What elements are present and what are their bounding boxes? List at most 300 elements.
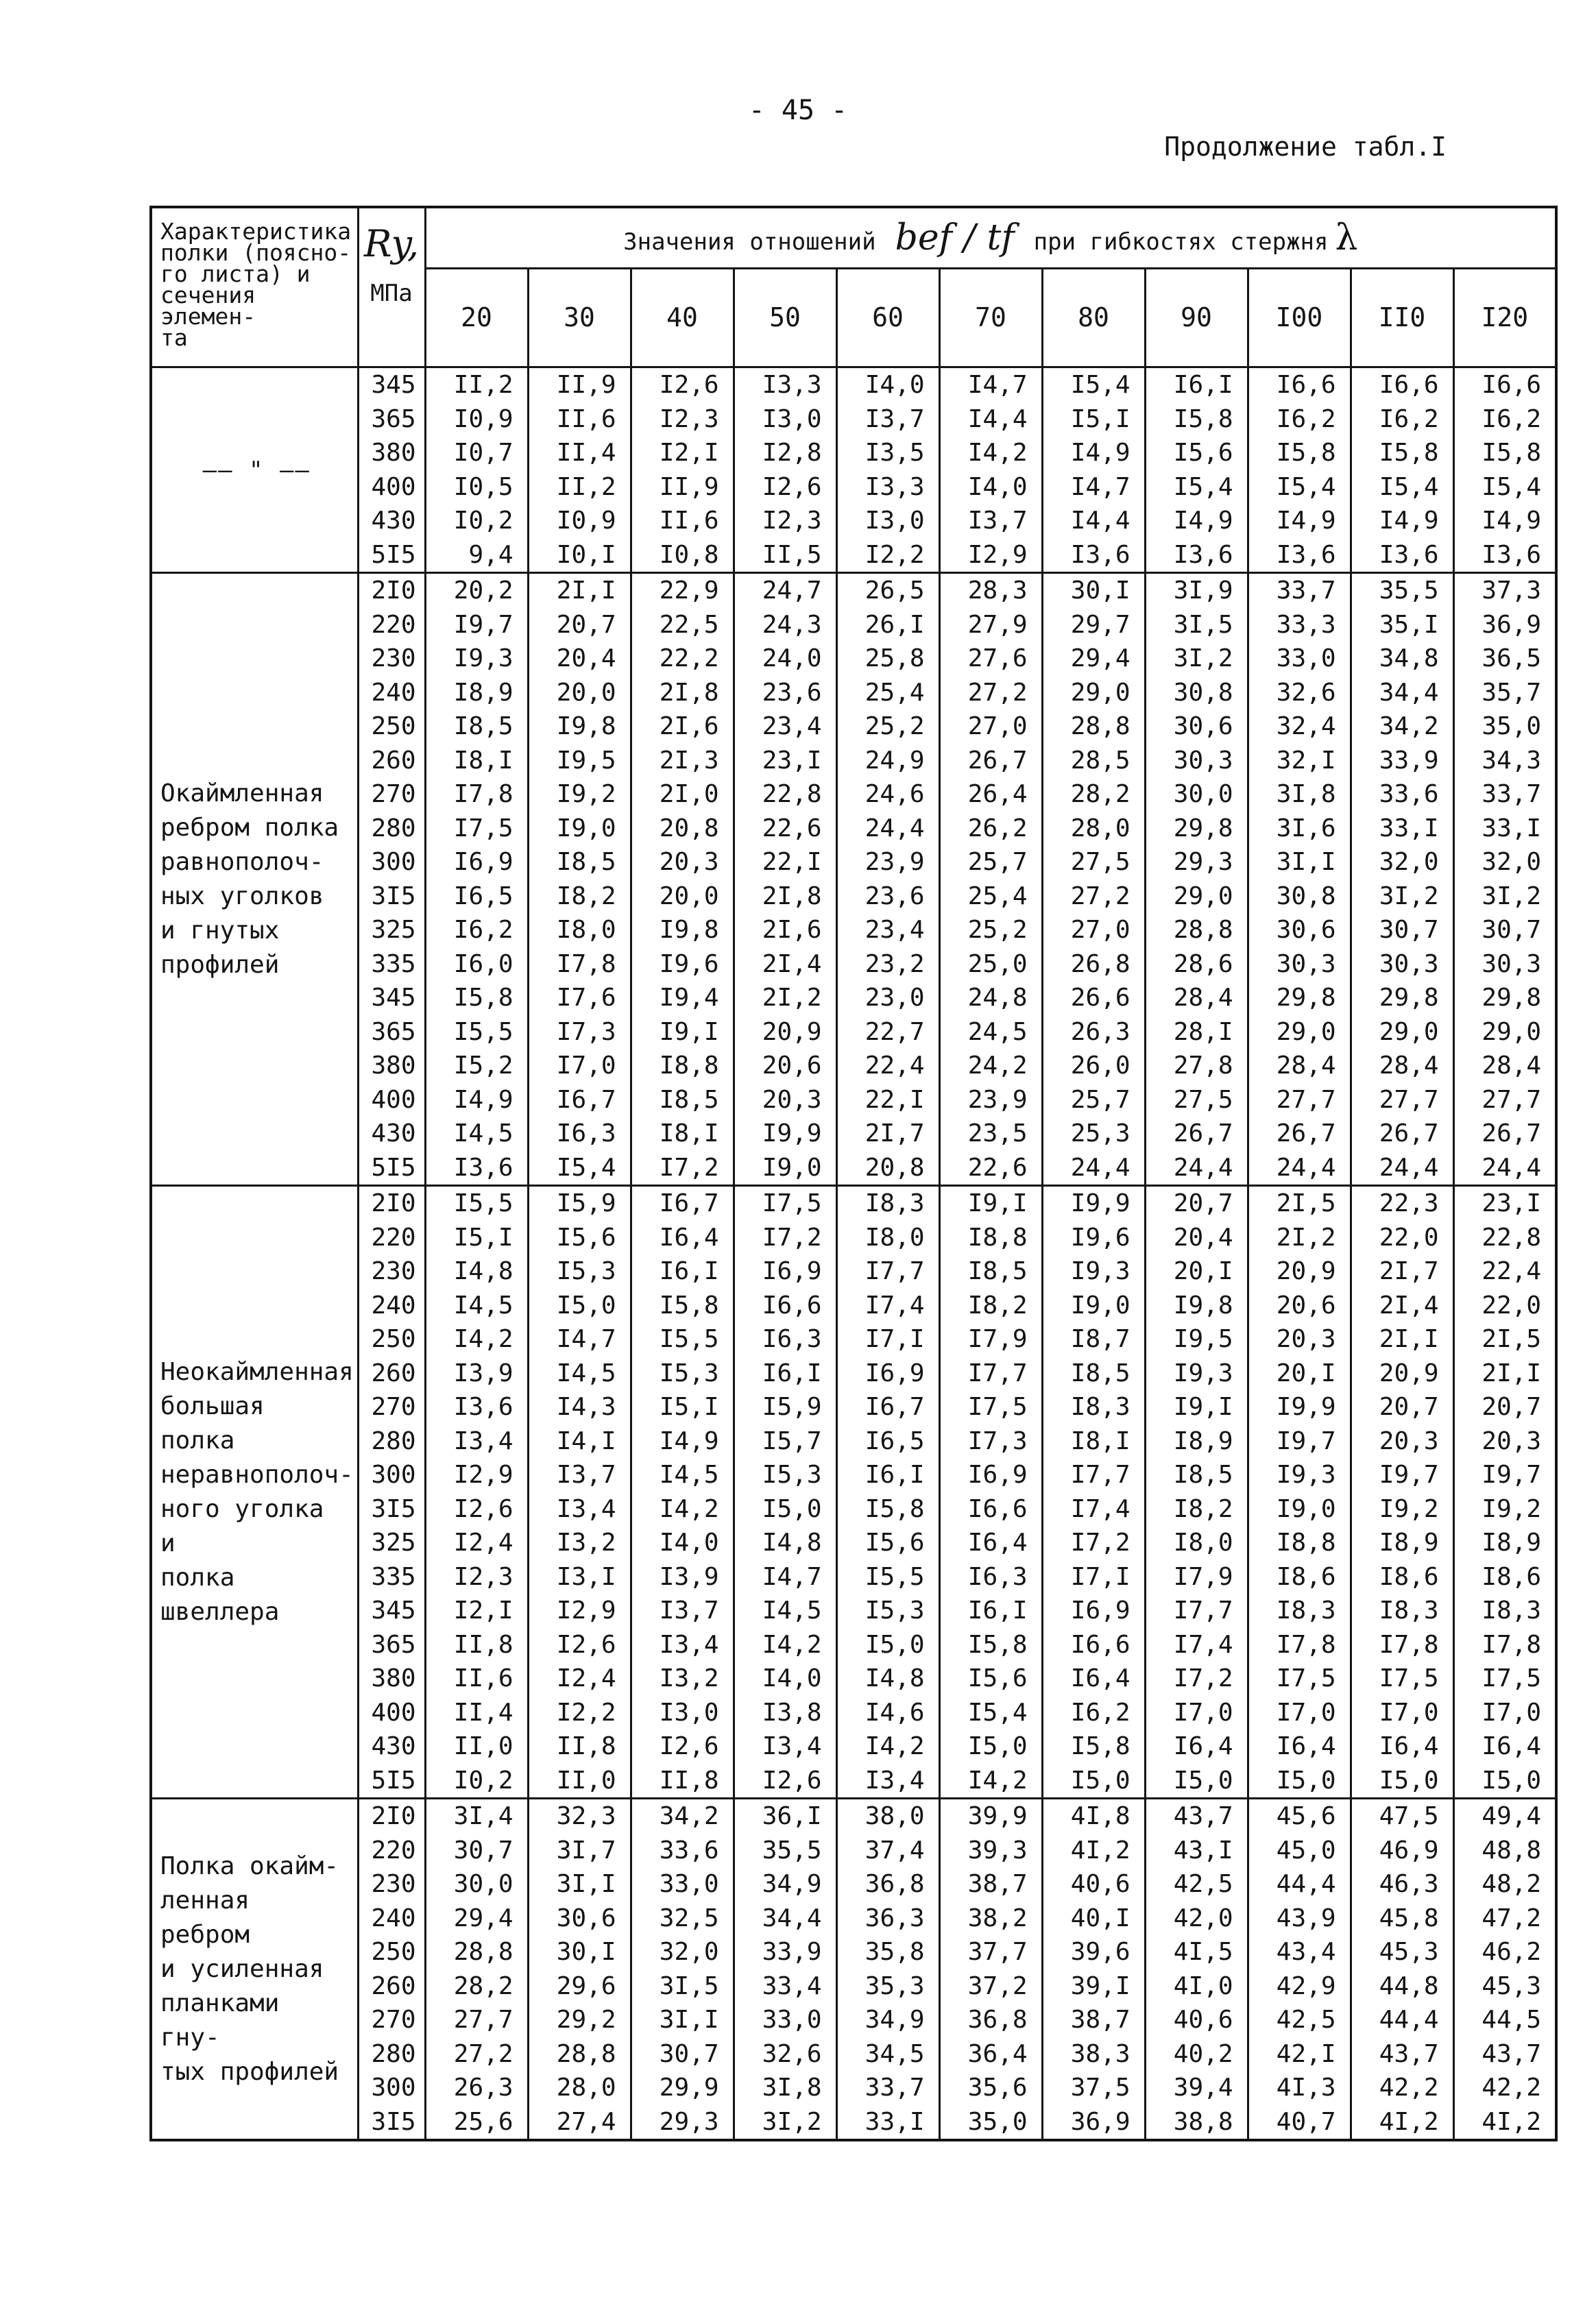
ratio-value: I8,5 [631,1083,734,1117]
ratio-value: I8,0 [528,913,631,947]
ratio-value: I9,6 [631,947,734,982]
ratio-value: 3I,2 [1145,642,1248,676]
ratio-value: 20,I [1145,1254,1248,1289]
ratio-value: I7,8 [528,947,631,982]
ratio-value: 32,4 [1248,709,1351,744]
table-row [151,470,1556,505]
ratio-value: 22,4 [1453,1254,1556,1289]
table-row [151,845,1556,879]
table-row [151,1799,1556,1834]
table-row [151,1049,1556,1083]
ratio-value: 30,3 [1453,947,1556,982]
section-description-line: ребром полка [160,813,339,842]
ratio-value: I8,I [631,1117,734,1151]
ratio-value: 32,0 [1351,845,1453,879]
ratio-value: 24,5 [939,1015,1042,1049]
ratio-value: 47,5 [1351,1799,1453,1834]
section-description [151,573,358,1186]
ratio-value: I5,0 [1453,1764,1556,1799]
ratio-value: I4,9 [1453,504,1556,538]
ratio-value: I4,9 [631,1424,734,1459]
ry-value: 300 [358,845,425,879]
ratio-value: 39,4 [1145,2071,1248,2105]
ratio-value: 40,7 [1248,2105,1351,2141]
ratio-value: 32,I [1248,744,1351,778]
ratio-value: I9,I [939,1186,1042,1221]
ratio-value: 3I,6 [1248,812,1351,846]
slenderness-ratio-table [149,206,1558,2141]
ratio-value: 20,9 [1351,1357,1453,1391]
ratio-value: I7,8 [1453,1628,1556,1662]
ratio-value: I6,2 [1351,402,1453,437]
ratio-value: 35,3 [836,1969,939,2004]
ratio-value: 23,6 [836,879,939,914]
ry-value: 380 [358,1662,425,1696]
ratio-value: I6,6 [734,1289,836,1323]
ratio-value: 30,6 [1248,913,1351,947]
ratio-value: I4,0 [734,1662,836,1696]
ratio-value: I8,I [1042,1424,1145,1459]
ratio-value: I5,6 [528,1221,631,1255]
ratio-value: 23,6 [734,676,836,710]
ratio-value: I3,6 [1145,538,1248,573]
ratio-value: 37,4 [836,1834,939,1868]
ry-value: 2I0 [358,1799,425,1834]
ratio-value: 35,8 [836,1935,939,1969]
ratio-value: 45,0 [1248,1834,1351,1868]
ratio-value: 28,8 [1145,913,1248,947]
ry-value: 3I5 [358,2105,425,2141]
ratio-value: I7,5 [1453,1662,1556,1696]
ratio-value: I4,9 [1145,504,1248,538]
ratio-value: I7,4 [1042,1492,1145,1527]
ratio-value: II,2 [425,367,528,402]
ratio-value: I2,6 [734,470,836,505]
ratio-value: I6,4 [1248,1729,1351,1764]
table-row [151,947,1556,982]
ratio-value: I5,8 [939,1628,1042,1662]
ratio-value: 24,8 [939,981,1042,1015]
ry-value: 5I5 [358,1151,425,1186]
ratio-value: 29,3 [631,2105,734,2141]
ratio-value: I0,9 [528,504,631,538]
ratio-value: 23,I [1453,1186,1556,1221]
ratio-value: I9,3 [1248,1458,1351,1492]
ratio-value: 30,8 [1248,879,1351,914]
ratio-value: 43,9 [1248,1902,1351,1936]
ratio-value: I0,7 [425,436,528,470]
ratio-value: I8,5 [1145,1458,1248,1492]
table-row [151,1902,1556,1936]
ratio-value: 36,4 [939,2037,1042,2072]
ratio-value: I2,4 [425,1526,528,1560]
ratio-value: 30,3 [1145,744,1248,778]
ratio-value: I7,I [836,1322,939,1357]
ratio-value: I3,6 [1453,538,1556,573]
ry-value: 380 [358,1049,425,1083]
ratio-value: I5,4 [1351,470,1453,505]
lambda-symbol: λ [1335,217,1358,258]
ratio-value: I7,4 [836,1289,939,1323]
ratio-value: I3,7 [528,1458,631,1492]
section-description [151,1799,358,2141]
ratio-value: I3,4 [836,1764,939,1799]
ratio-value: I5,4 [1453,470,1556,505]
ratio-value: 26,2 [939,812,1042,846]
ratio-value: 38,3 [1042,2037,1145,2072]
ratio-value: 20,3 [734,1083,836,1117]
ratio-value: I7,0 [1453,1696,1556,1730]
ratio-value: I6,4 [1351,1729,1453,1764]
ratio-value: 25,0 [939,947,1042,982]
ratio-value: 30,6 [528,1902,631,1936]
ratio-value: I3,8 [734,1696,836,1730]
ratio-value: I7,8 [425,777,528,812]
ratio-value: I5,3 [528,1254,631,1289]
table-row [151,709,1556,744]
ry-value: 280 [358,812,425,846]
ratio-value: 36,I [734,1799,836,1834]
ratio-value: I4,2 [631,1492,734,1527]
ratio-value: 2I,8 [631,676,734,710]
ratio-value: I0,I [528,538,631,573]
ratio-value: 29,8 [1453,981,1556,1015]
ratio-value: 3I,5 [1145,608,1248,642]
ratio-value: I9,7 [1351,1458,1453,1492]
ratio-value: I4,2 [939,1764,1042,1799]
ratio-value: 43,7 [1453,2037,1556,2072]
ratio-value: 37,7 [939,1935,1042,1969]
ratio-value: 30,7 [1351,913,1453,947]
ratio-value: I5,0 [1042,1764,1145,1799]
ratio-value: 26,7 [1453,1117,1556,1151]
ratio-value: I6,3 [528,1117,631,1151]
table-row [151,436,1556,470]
ratio-value: 35,5 [734,1834,836,1868]
table-row [151,608,1556,642]
table-row [151,913,1556,947]
ratio-value: 33,I [1351,812,1453,846]
ratio-value: I7,5 [939,1390,1042,1424]
ratio-value: 32,0 [631,1935,734,1969]
ratio-value: 26,6 [1042,981,1145,1015]
ry-value: 325 [358,913,425,947]
table-row [151,2071,1556,2105]
ratio-value: I5,3 [836,1594,939,1628]
table-row [151,1221,1556,1255]
ratio-value: 20,9 [1248,1254,1351,1289]
ry-value: 325 [358,1526,425,1560]
ratio-value: 32,3 [528,1799,631,1834]
ratio-value: I5,4 [1042,367,1145,402]
ratio-value: 34,2 [631,1799,734,1834]
ratio-value: I8,3 [1351,1594,1453,1628]
table-row [151,1935,1556,1969]
ratio-value: I0,2 [425,1764,528,1799]
column-header-slenderness: 60 [836,268,939,367]
ratio-value: II,6 [425,1662,528,1696]
table-row [151,1594,1556,1628]
ratio-value: 25,8 [836,642,939,676]
table-row [151,777,1556,812]
ratio-value: 22,9 [631,573,734,608]
ratio-value: 29,0 [1351,1015,1453,1049]
ratio-value: I3,2 [528,1526,631,1560]
ratio-value: 29,0 [1145,879,1248,914]
ratio-value: I6,2 [1042,1696,1145,1730]
table-row [151,981,1556,1015]
table-row [151,573,1556,608]
ratio-value: 4I,2 [1042,1834,1145,1868]
ratio-value: I7,9 [1145,1560,1248,1594]
ratio-value: 20,8 [836,1151,939,1186]
ratio-value: I5,4 [528,1151,631,1186]
ry-value: 400 [358,1083,425,1117]
ratio-value: I5,0 [528,1289,631,1323]
section-description-line: равнополоч- [160,847,324,876]
ratio-value: 33,0 [734,2003,836,2037]
ratio-value: I8,3 [1248,1594,1351,1628]
ratio-value: 46,3 [1351,1867,1453,1902]
ratio-value: 35,I [1351,608,1453,642]
ry-value: 365 [358,1015,425,1049]
table-row [151,1015,1556,1049]
ratio-value: 33,4 [734,1969,836,2004]
ry-value: 430 [358,504,425,538]
table-row [151,1867,1556,1902]
ratio-value: I4,0 [836,367,939,402]
ratio-value: 48,8 [1453,1834,1556,1868]
ratio-value: 38,8 [1145,2105,1248,2141]
table-row [151,1424,1556,1459]
ry-symbol: Ry, [363,222,420,265]
ratio-value: 3I,9 [1145,573,1248,608]
ratio-value: 2I,I [528,573,631,608]
ratio-value: 23,9 [939,1083,1042,1117]
ratio-value: 2I,2 [734,981,836,1015]
ratio-value: I7,I [1042,1560,1145,1594]
section-description-line: и гнутых [160,916,280,945]
ratio-value: I4,2 [836,1729,939,1764]
ratio-value: 33,7 [836,2071,939,2105]
ratio-value: I9,7 [1453,1458,1556,1492]
ratio-value: 24,4 [836,812,939,846]
ratio-value: I9,0 [528,812,631,846]
table-row [151,1969,1556,2004]
ratio-value: I3,4 [631,1628,734,1662]
ratio-value: I6,5 [425,879,528,914]
ratio-value: 43,7 [1351,2037,1453,2072]
ratio-value: I6,2 [1453,402,1556,437]
ratio-value: 26,I [836,608,939,642]
ratio-value: 29,3 [1145,845,1248,879]
ratio-value: 28,4 [1248,1049,1351,1083]
ratio-value: I5,5 [425,1015,528,1049]
ratio-value: 20,7 [1145,1186,1248,1221]
ratio-value: I2,2 [528,1696,631,1730]
ratio-value: 20,3 [1248,1322,1351,1357]
ratio-value: 22,7 [836,1015,939,1049]
ratio-value: I8,6 [1248,1560,1351,1594]
column-header-slenderness: 90 [1145,268,1248,367]
ratio-value: 20,4 [528,642,631,676]
ratio-value: I8,8 [1248,1526,1351,1560]
section-description-line: ных уголков [160,882,324,910]
ratio-value: 39,9 [939,1799,1042,1834]
ratio-value: I2,6 [631,367,734,402]
ratio-value: 22,8 [1453,1221,1556,1255]
ratio-value: II,2 [528,470,631,505]
ratio-value: 25,7 [1042,1083,1145,1117]
ratio-value: I6,I [631,1254,734,1289]
ratio-value: 24,0 [734,642,836,676]
ratio-value: I3,6 [1351,538,1453,573]
ratio-value: I5,4 [1248,470,1351,505]
ratio-value: I5,8 [631,1289,734,1323]
ratio-value: I7,2 [1042,1526,1145,1560]
table-continuation-label: Продолжение табл.I [1164,132,1447,162]
ratio-value: 33,0 [631,1867,734,1902]
ratio-value: 27,7 [425,2003,528,2037]
table-row [151,1186,1556,1221]
ratio-value: I8,9 [425,676,528,710]
ratio-value: II,9 [528,367,631,402]
ratio-value: I6,5 [836,1424,939,1459]
section-description-line: Неокаймленная [160,1357,354,1386]
ratio-value: I6,I [734,1357,836,1391]
column-header-slenderness: 40 [631,268,734,367]
ratio-value: I9,9 [1042,1186,1145,1221]
ratio-value: I6,I [1145,367,1248,402]
table-row [151,676,1556,710]
ratio-value: 40,6 [1042,1867,1145,1902]
ratio-value: I9,9 [1248,1390,1351,1424]
ratio-value: 2I,2 [1248,1221,1351,1255]
ratio-value: 4I,5 [1145,1935,1248,1969]
ratio-value: I3,3 [734,367,836,402]
ratio-value: I2,6 [425,1492,528,1527]
ratio-value: 36,8 [939,2003,1042,2037]
ratio-value: 23,I [734,744,836,778]
ratio-value: 33,9 [1351,744,1453,778]
ratio-value: I5,6 [836,1526,939,1560]
table-row [151,2037,1556,2072]
ratio-value: I8,I [425,744,528,778]
ratio-value: 30,I [1042,573,1145,608]
column-header-slenderness: 80 [1042,268,1145,367]
ratio-value: I9,6 [1042,1221,1145,1255]
ratio-value: I4,6 [836,1696,939,1730]
ratio-value: I8,7 [1042,1322,1145,1357]
ratio-value: II,4 [528,436,631,470]
ratio-value: 28,4 [1145,981,1248,1015]
section-description-line: неравнополоч- [160,1460,354,1489]
ratio-value: 33,7 [1453,777,1556,812]
ratio-value: I6,7 [836,1390,939,1424]
ratio-value: I8,5 [939,1254,1042,1289]
ratio-value: 20,I [1248,1357,1351,1391]
ratio-value: 2I,5 [1453,1322,1556,1357]
ratio-value: 26,0 [1042,1049,1145,1083]
ratio-value: I6,9 [939,1458,1042,1492]
ratio-value: 49,4 [1453,1799,1556,1834]
ratio-value: I5,4 [939,1696,1042,1730]
ratio-value: 2I,7 [836,1117,939,1151]
ratio-value: I7,2 [631,1151,734,1186]
ratio-value: II,5 [734,538,836,573]
ratio-value: 29,8 [1145,812,1248,846]
ratio-value: 33,I [1453,812,1556,846]
table-row [151,1322,1556,1357]
ratio-value: 27,2 [939,676,1042,710]
table-row [151,1560,1556,1594]
header-values-title [425,207,1556,268]
ratio-value: I9,2 [528,777,631,812]
ratio-value: 24,4 [1248,1151,1351,1186]
ratio-value: I5,8 [425,981,528,1015]
ry-value: 2I0 [358,1186,425,1221]
ratio-value: 27,0 [939,709,1042,744]
ry-value: 220 [358,608,425,642]
ry-value: 260 [358,1357,425,1391]
table-row [151,1729,1556,1764]
ratio-value: I2,9 [425,1458,528,1492]
ratio-value: I6,6 [1453,367,1556,402]
ratio-value: 29,4 [425,1902,528,1936]
ratio-value: 20,7 [1453,1390,1556,1424]
ratio-value: 27,7 [1351,1083,1453,1117]
ratio-value: I2,8 [734,436,836,470]
ratio-value: 39,6 [1042,1935,1145,1969]
ratio-value: 36,9 [1042,2105,1145,2141]
ratio-value: I6,I [939,1594,1042,1628]
ratio-value: 27,5 [1145,1083,1248,1117]
ratio-value: I4,7 [1042,470,1145,505]
ratio-value: 45,3 [1351,1935,1453,1969]
ratio-value: 2I,6 [734,913,836,947]
ratio-value: I2,6 [631,1729,734,1764]
ratio-value: 37,5 [1042,2071,1145,2105]
section-description-line: планками гну- [160,1989,280,2052]
ratio-value: 28,I [1145,1015,1248,1049]
ratio-value: 3I,8 [734,2071,836,2105]
ratio-value: I6,2 [425,913,528,947]
ratio-value: I5,0 [1351,1764,1453,1799]
ratio-value: 35,6 [939,2071,1042,2105]
ratio-value: 2I,0 [631,777,734,812]
ry-value: 270 [358,777,425,812]
ratio-value: 35,7 [1453,676,1556,710]
ratio-value: I8,5 [1042,1357,1145,1391]
ratio-value: I5,I [1042,402,1145,437]
ratio-value: I2,3 [425,1560,528,1594]
ratio-value: 32,6 [734,2037,836,2072]
section-description [151,1186,358,1799]
ratio-value: I7,6 [528,981,631,1015]
section-description-line: Окаймленная [160,779,324,808]
ry-value: 260 [358,744,425,778]
ratio-value: 30,I [528,1935,631,1969]
ratio-value: I6,9 [734,1254,836,1289]
ratio-value: 34,9 [836,2003,939,2037]
table-row [151,1458,1556,1492]
ratio-value: I0,2 [425,504,528,538]
ratio-value: I9,5 [528,744,631,778]
ratio-value: I0,9 [425,402,528,437]
ratio-value: I2,9 [528,1594,631,1628]
ratio-value: I9,3 [1145,1357,1248,1391]
ratio-value: I4,0 [631,1526,734,1560]
